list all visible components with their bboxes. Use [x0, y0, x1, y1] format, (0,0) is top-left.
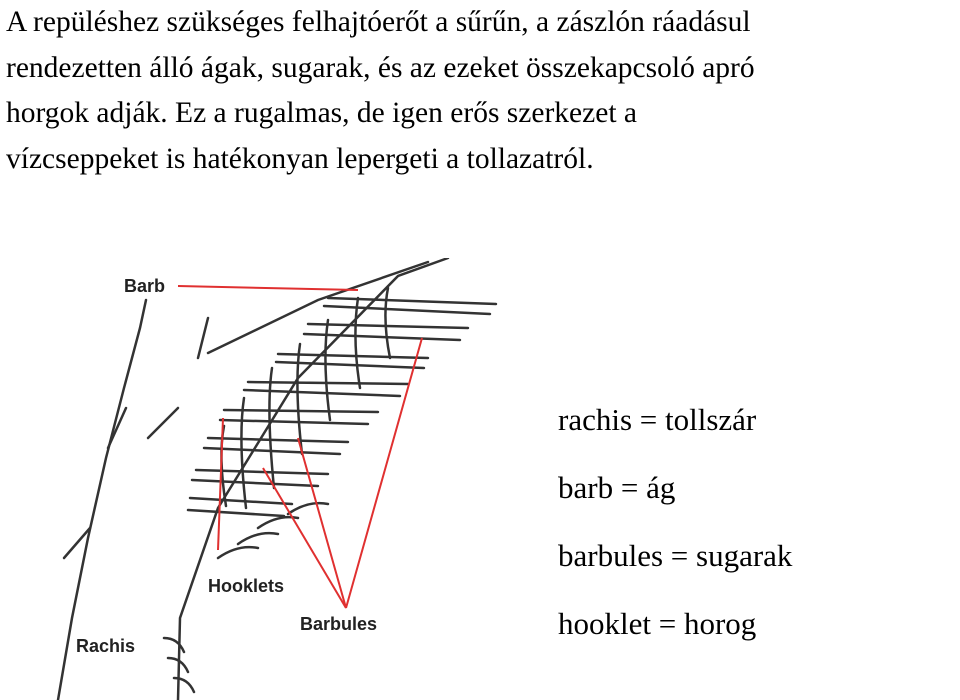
- feather-structure-diagram: [28, 258, 502, 700]
- paragraph-line: A repüléshez szükséges felhajtóerőt a sűrűn, a zászlón ráadásul: [6, 6, 751, 38]
- paragraph-line: horgok adják. Ez a rugalmas, de igen erős szerkezet a: [6, 97, 637, 129]
- hooklets-label: Hooklets: [208, 576, 285, 596]
- feather-diagram-svg: [28, 258, 502, 700]
- barb-line: [198, 318, 208, 358]
- barb-line: [208, 262, 428, 353]
- barb-line: [148, 408, 178, 438]
- barbules-label: Barbules: [300, 614, 378, 634]
- barb-label: Barb: [124, 276, 166, 296]
- glossary-list: [558, 386, 792, 658]
- paragraph-line: vízcseppeket is hatékonyan lepergeti a tollazatról.: [6, 142, 594, 175]
- barbules-pointer: [298, 438, 346, 608]
- glossary-item: barb = ág: [558, 470, 676, 505]
- diagram-drawing: [58, 258, 496, 700]
- lower-barbs: [164, 503, 328, 692]
- barb-pointer: [178, 286, 358, 290]
- glossary-item: rachis = tollszár: [558, 402, 757, 437]
- glossary-item: hooklet = horog: [558, 606, 757, 641]
- rachis-label: Rachis: [76, 636, 136, 656]
- hooklet-marks: [221, 288, 390, 508]
- intro-paragraph: [6, 0, 956, 182]
- paragraph-line: rendezetten álló ágak, sugarak, és az ezeket összekapcsoló apró: [6, 51, 755, 84]
- glossary-item: barbules = sugarak: [558, 538, 793, 573]
